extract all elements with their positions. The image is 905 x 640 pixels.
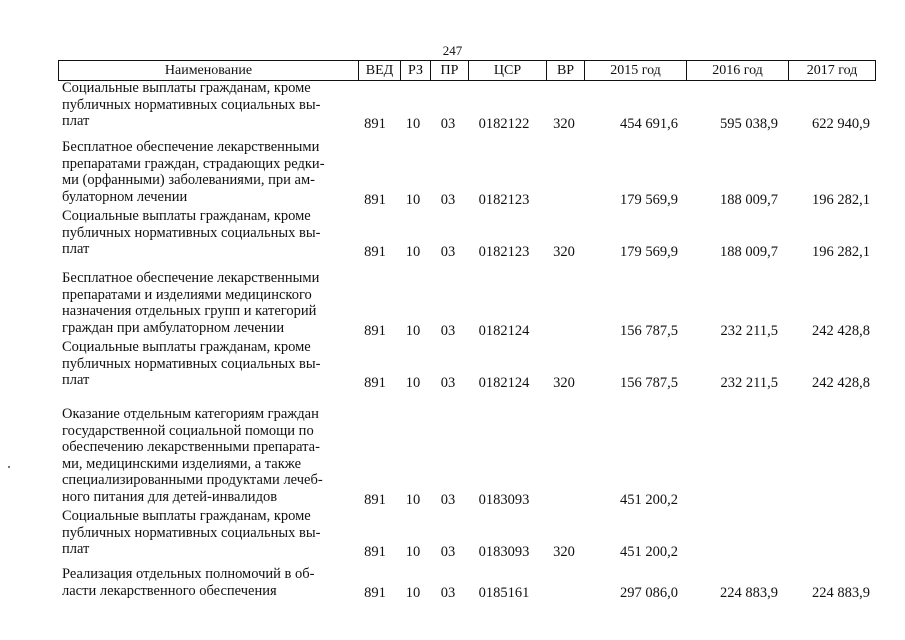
row-2015: 179 569,9 [620,192,678,208]
row-2015: 156 787,5 [620,375,678,391]
row-csr: 0183093 [478,492,530,508]
table-row [0,139,905,208]
row-rz: 10 [405,375,421,391]
row-rz: 10 [405,244,421,260]
row-2015: 179 569,9 [620,244,678,260]
header-pr: ПР [430,61,468,80]
row-2016: 188 009,7 [720,192,778,208]
row-ved: 891 [364,544,386,560]
row-rz: 10 [405,116,421,132]
row-2017: 622 940,9 [812,116,870,132]
row-ved: 891 [364,323,386,339]
header-rz: РЗ [400,61,430,80]
row-name: Социальные выплаты гражданам, кроме публичных нормативных социальных вы- плат [62,339,321,388]
row-2017: 224 883,9 [812,585,870,601]
header-name: Наименование [58,61,358,80]
row-2015: 451 200,2 [620,544,678,560]
row-csr: 0183093 [478,544,530,560]
row-name: Социальные выплаты гражданам, кроме публичных нормативных социальных вы- плат [62,80,321,129]
header-ved: ВЕД [358,61,400,80]
row-name: Бесплатное обеспечение лекарственными препаратами граждан, страдающих редки- ми (орфанными) заболеваниями, при ам- булаторном лечении [62,139,325,205]
row-vr: 320 [553,116,575,132]
row-2015: 156 787,5 [620,323,678,339]
row-2017: 242 428,8 [812,375,870,391]
row-2015: 297 086,0 [620,585,678,601]
row-pr: 03 [440,492,456,508]
row-vr: 320 [553,375,575,391]
row-vr: 320 [553,544,575,560]
row-name: Оказание отдельным категориям граждан государственной социальной помощи по обеспечению лекарственными препарата- ми, медицинскими изделиями, а также специализированными продуктами лечеб- ного питания для детей-инвалидов [62,406,323,505]
row-pr: 03 [440,116,456,132]
row-pr: 03 [440,244,456,260]
row-pr: 03 [440,192,456,208]
row-2015: 451 200,2 [620,492,678,508]
header-csr: ЦСР [468,61,546,80]
header-2016: 2016 год [686,61,788,80]
header-2017: 2017 год [788,61,876,80]
table-row [0,208,905,260]
row-ved: 891 [364,192,386,208]
row-csr: 0182122 [478,116,530,132]
row-2016: 595 038,9 [720,116,778,132]
table-row [0,270,905,339]
row-csr: 0182124 [478,323,530,339]
row-2017: 196 282,1 [812,244,870,260]
row-pr: 03 [440,323,456,339]
row-rz: 10 [405,323,421,339]
row-csr: 0182123 [478,244,530,260]
header-2015: 2015 год [584,61,686,80]
table-row [0,406,905,508]
row-csr: 0185161 [478,585,530,601]
row-pr: 03 [440,544,456,560]
row-2017: 242 428,8 [812,323,870,339]
page-number: 247 [442,43,463,58]
row-2016: 188 009,7 [720,244,778,260]
row-name: Реализация отдельных полномочий в об- ласти лекарственного обеспечения [62,566,315,599]
row-rz: 10 [405,192,421,208]
row-name: Социальные выплаты гражданам, кроме публичных нормативных социальных вы- плат [62,508,321,557]
row-2016: 232 211,5 [720,323,778,339]
table-row [0,508,905,560]
row-ved: 891 [364,116,386,132]
table-row [0,80,905,132]
row-ved: 891 [364,375,386,391]
row-ved: 891 [364,244,386,260]
row-rz: 10 [405,585,421,601]
row-pr: 03 [440,375,456,391]
row-vr: 320 [553,244,575,260]
row-csr: 0182124 [478,375,530,391]
row-ved: 891 [364,492,386,508]
row-ved: 891 [364,585,386,601]
row-csr: 0182123 [478,192,530,208]
table-row [0,339,905,391]
row-pr: 03 [440,585,456,601]
row-rz: 10 [405,492,421,508]
header-vr: ВР [546,61,584,80]
row-2017: 196 282,1 [812,192,870,208]
row-2016: 232 211,5 [720,375,778,391]
row-name: Социальные выплаты гражданам, кроме публичных нормативных социальных вы- плат [62,208,321,257]
row-2016: 224 883,9 [720,585,778,601]
row-rz: 10 [405,544,421,560]
table-row [0,566,905,601]
row-2015: 454 691,6 [620,116,678,132]
scan-speck [8,466,10,468]
row-name: Бесплатное обеспечение лекарственными препаратами и изделиями медицинского назначения отдельных групп и категорий граждан при амбулаторном лечении [62,270,320,336]
